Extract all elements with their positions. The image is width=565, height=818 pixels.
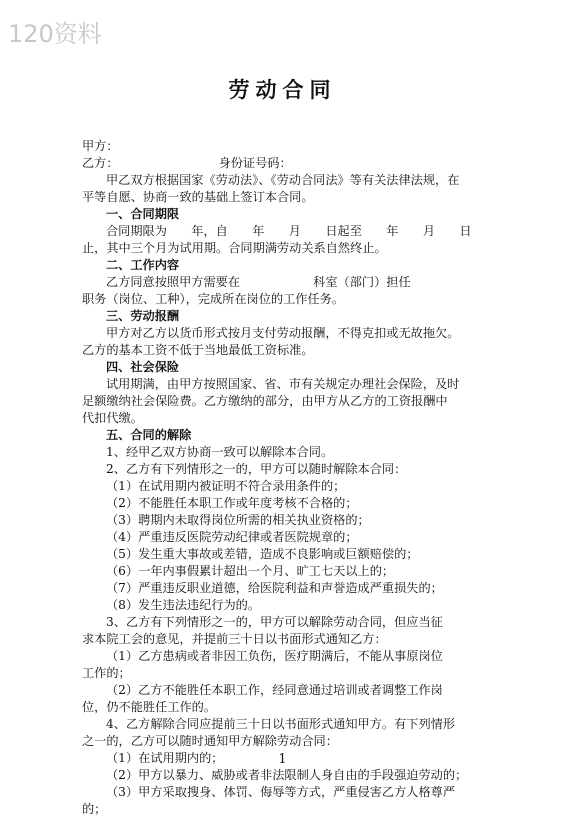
section-heading: 二、工作内容	[106, 258, 180, 272]
clause-line: 甲乙双方根据国家《劳动法》、《劳动合同法》等有关法律法规，在	[106, 173, 460, 187]
clause-line: 试用期满，由甲方按照国家、省、市有关规定办理社会保险，及时	[106, 377, 460, 391]
clause-line: 甲方对乙方以货币形式按月支付劳动报酬，不得克扣或无故拖欠。	[106, 326, 460, 340]
id-number-label: 身份证号码：	[218, 156, 292, 170]
clause-line: （1）乙方患病或者非因工负伤，医疗期满后，不能从事原岗位	[106, 649, 443, 663]
party-a-line: 甲方：	[82, 139, 119, 153]
clause-line: 工作的；	[82, 666, 131, 680]
clause-line: （7）严重违反职业道德，给医院利益和声誉造成严重损失的；	[106, 581, 443, 595]
clause-line: （2）乙方不能胜任本职工作，经同意通过培训或者调整工作岗	[106, 683, 443, 697]
section-heading: 五、合同的解除	[106, 428, 192, 442]
clause-line: 4、乙方解除合同应提前三十日以书面形式通知甲方。有下列情形	[106, 717, 456, 731]
clause-line: 平等自愿、协商一致的基础上签订本合同。	[82, 190, 314, 204]
document-title: 劳动合同	[228, 77, 337, 102]
clause-line: （5）发生重大事故或差错，造成不良影响或巨额赔偿的；	[106, 547, 419, 561]
section-heading: 三、劳动报酬	[106, 309, 180, 323]
contract-clauses	[82, 172, 490, 818]
clause-line: （4）严重违反医院劳动纪律或者医院规章的；	[106, 530, 358, 544]
clause-line: （2）不能胜任本职工作或年度考核不合格的；	[106, 496, 358, 510]
clause-line: （1）在试用期内被证明不符合录用条件的；	[106, 479, 346, 493]
clause-line: 之一的，乙方可以随时通知甲方解除劳动合同：	[82, 734, 338, 748]
clause-line: 职务（岗位、工种），完成所在岗位的工作任务。	[82, 292, 345, 306]
clause-line: （3）聘期内未取得岗位所需的相关执业资格的；	[106, 513, 370, 527]
contract-body	[82, 138, 490, 818]
section-heading: 四、社会保险	[106, 360, 180, 374]
watermark: 120资料	[8, 20, 102, 48]
clause-line: 乙方的基本工资不低于当地最低工资标准。	[82, 343, 314, 357]
clause-line: （1）在试用期内的；	[106, 751, 224, 765]
clause-line: （8）发生违法违纪行为的。	[106, 598, 261, 612]
section-heading: 一、合同期限	[106, 207, 180, 221]
clause-line: （3）甲方采取搜身、体罚、侮辱等方式，严重侵害乙方人格尊严	[106, 785, 456, 799]
clause-line: 乙方同意按照甲方需要在 科室（部门）担任	[106, 275, 411, 289]
clause-line: 3、乙方有下列情形之一的，甲方可以解除劳动合同，但应当征	[106, 615, 443, 629]
clause-line: （6）一年内事假累计超出一个月、旷工七天以上的；	[106, 564, 395, 578]
clause-line: 位，仍不能胜任工作的。	[82, 700, 217, 714]
page-number: 1	[278, 752, 287, 767]
clause-line: 求本院工会的意见，并提前三十日以书面形式通知乙方：	[82, 632, 387, 646]
clause-line: 2、乙方有下列情形之一的，甲方可以随时解除本合同：	[106, 462, 407, 476]
clause-line: 1、经甲乙双方协商一致可以解除本合同。	[106, 445, 334, 459]
clause-line: 的；	[82, 802, 107, 816]
party-b-label: 乙方：	[82, 156, 119, 170]
clause-line: 代扣代缴。	[82, 411, 143, 425]
party-b-line	[82, 155, 490, 172]
clause-line: 足额缴纳社会保险费。乙方缴纳的部分，由甲方从乙方的工资报酬中	[82, 394, 448, 408]
clause-line: 止，其中三个月为试用期。合同期满劳动关系自然终止。	[82, 241, 387, 255]
clause-line: 合同期限为 年，自 年 月 日起至 年 月 日	[106, 224, 472, 238]
clause-line: （2）甲方以暴力、威胁或者非法限制人身自由的手段强迫劳动的；	[106, 768, 468, 782]
